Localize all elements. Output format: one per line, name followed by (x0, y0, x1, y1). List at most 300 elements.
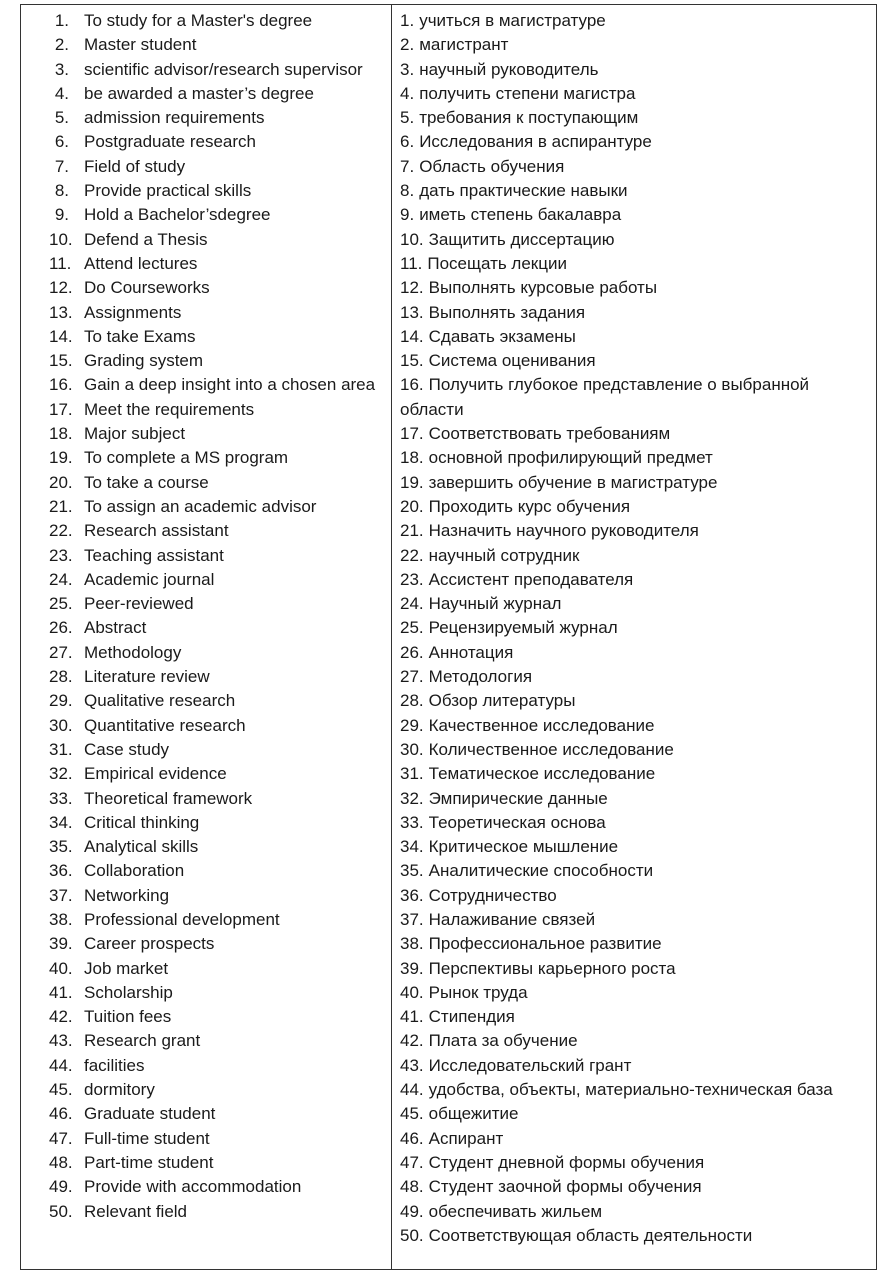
russian-term-row (400, 325, 876, 349)
item-number: 17. (49, 399, 73, 419)
item-number: 1. (54, 11, 69, 30)
item-number: 24. (400, 594, 424, 614)
item-text: требования к поступающим (419, 108, 639, 128)
item-number: 13. (400, 302, 424, 322)
english-term-row (49, 325, 379, 349)
item-text: Case study (84, 739, 170, 759)
item-number: 8. (400, 181, 415, 201)
item-number: 7. (54, 156, 69, 176)
russian-term-row (400, 738, 876, 762)
item-text: Hold a Bachelor’sdegree (84, 205, 271, 225)
russian-term-row (400, 276, 876, 300)
english-term-row (49, 884, 379, 908)
russian-term-row (400, 1078, 876, 1102)
item-text: Выполнять курсовые работы (428, 278, 658, 298)
russian-term-row (400, 301, 876, 325)
item-text: научный сотрудник (428, 545, 580, 565)
item-number: 43. (49, 1031, 73, 1051)
russian-term-row (400, 1151, 876, 1175)
item-number: 26. (49, 618, 73, 638)
item-number: 18. (400, 448, 424, 468)
item-number: 33. (400, 812, 424, 832)
russian-term-row (400, 471, 876, 495)
item-text: Tuition fees (84, 1007, 172, 1027)
item-number: 43. (400, 1055, 424, 1075)
english-term-row (49, 665, 379, 689)
russian-term-row (400, 1200, 876, 1224)
item-text: Do Courseworks (84, 278, 210, 298)
english-term-row (49, 422, 379, 446)
item-text: Qualitative research (84, 691, 236, 711)
english-term-row (49, 1200, 379, 1224)
item-number: 27. (400, 667, 424, 687)
item-text: Исследования в аспирантуре (419, 132, 652, 152)
item-number: 10. (49, 229, 73, 249)
item-text: магистрант (419, 35, 509, 55)
russian-term-row (400, 884, 876, 908)
item-number: 16. (400, 375, 424, 395)
russian-term-row (400, 179, 876, 203)
item-text: Ассистент преподавателя (428, 569, 634, 589)
english-term-row (49, 568, 379, 592)
item-text: Научный журнал (428, 594, 562, 614)
english-term-row (49, 155, 379, 179)
item-text: Methodology (84, 642, 182, 662)
item-text: Provide with accommodation (84, 1177, 302, 1197)
item-number: 34. (400, 837, 424, 857)
item-text: Field of study (84, 156, 186, 176)
item-text: Методология (428, 667, 533, 687)
item-text: Academic journal (84, 569, 215, 589)
russian-term-row (400, 714, 876, 738)
item-number: 41. (49, 982, 73, 1002)
item-number: 1. (400, 11, 415, 30)
item-text: Аспирант (428, 1128, 504, 1148)
item-text: Full-time student (84, 1128, 210, 1148)
russian-term-row (400, 908, 876, 932)
english-term-row (49, 859, 379, 883)
item-text: Major subject (84, 424, 186, 444)
russian-term-row (400, 835, 876, 859)
item-number: 29. (49, 691, 73, 711)
item-text: Система оценивания (428, 351, 596, 371)
item-text: Networking (84, 885, 170, 905)
item-text: To study for a Master's degree (84, 11, 313, 30)
english-term-row (49, 981, 379, 1005)
russian-term-row (400, 811, 876, 835)
item-text: dormitory (84, 1080, 155, 1100)
item-text: Collaboration (84, 861, 185, 881)
item-text: получить степени магистра (419, 83, 636, 103)
item-number: 46. (49, 1104, 73, 1124)
item-text: Master student (84, 35, 197, 55)
item-number: 45. (400, 1104, 424, 1124)
item-number: 20. (49, 472, 73, 492)
english-term-row (49, 544, 379, 568)
english-term-row (49, 179, 379, 203)
item-text: Teaching assistant (84, 545, 224, 565)
item-number: 2. (54, 35, 69, 55)
english-term-row (49, 616, 379, 640)
item-number: 30. (49, 715, 73, 735)
english-term-row (49, 787, 379, 811)
russian-term-row (400, 689, 876, 713)
russian-term-row (400, 1102, 876, 1126)
item-number: 14. (400, 326, 424, 346)
russian-term-row (400, 155, 876, 179)
english-term-row (49, 82, 379, 106)
item-text: Плата за обучение (428, 1031, 578, 1051)
item-number: 7. (400, 156, 415, 176)
english-term-row (49, 203, 379, 227)
item-number: 19. (400, 472, 424, 492)
item-number: 17. (400, 424, 424, 444)
item-number: 49. (49, 1177, 73, 1197)
item-number: 36. (49, 861, 73, 881)
item-text: Research assistant (84, 521, 229, 541)
item-number: 47. (49, 1128, 73, 1148)
english-term-row (49, 1029, 379, 1053)
russian-term-row (400, 446, 876, 470)
russian-term-row (400, 932, 876, 956)
item-number: 48. (49, 1152, 73, 1172)
russian-term-row (400, 9, 876, 33)
item-text: Посещать лекции (427, 253, 567, 273)
item-number: 38. (49, 909, 73, 929)
item-text: завершить обучение в магистратуре (428, 472, 718, 492)
item-number: 23. (400, 569, 424, 589)
item-number: 20. (400, 496, 424, 516)
item-text: Перспективы карьерного роста (428, 958, 676, 978)
item-number: 12. (49, 278, 73, 298)
english-term-row (49, 835, 379, 859)
item-text: Research grant (84, 1031, 201, 1051)
item-number: 13. (49, 302, 73, 322)
item-number: 40. (49, 958, 73, 978)
item-text: Рынок труда (428, 982, 528, 1002)
item-number: 40. (400, 982, 424, 1002)
item-text: Quantitative research (84, 715, 246, 735)
item-number: 31. (49, 739, 73, 759)
english-term-row (49, 689, 379, 713)
english-term-row (49, 33, 379, 57)
item-number: 44. (49, 1055, 73, 1075)
russian-term-row (400, 641, 876, 665)
item-number: 42. (49, 1007, 73, 1027)
item-text: Graduate student (84, 1104, 216, 1124)
item-text: Scholarship (84, 982, 173, 1002)
russian-term-row (400, 859, 876, 883)
item-text: Обзор литературы (428, 691, 576, 711)
item-text: Attend lectures (84, 253, 198, 273)
english-term-row (49, 908, 379, 932)
english-term-row (49, 9, 379, 33)
russian-term-row (400, 592, 876, 616)
russian-term-row (400, 228, 876, 252)
item-number: 47. (400, 1152, 424, 1172)
item-text: Provide practical skills (84, 181, 252, 201)
english-term-row (49, 957, 379, 981)
item-text: дать практические навыки (419, 181, 628, 201)
item-text: Студент дневной формы обучения (428, 1152, 705, 1172)
english-term-row (49, 1005, 379, 1029)
english-term-row (49, 349, 379, 373)
item-number: 26. (400, 642, 424, 662)
item-text: обеспечивать жильем (428, 1201, 603, 1221)
item-number: 32. (49, 764, 73, 784)
russian-term-row (400, 616, 876, 640)
english-term-row (49, 641, 379, 665)
item-number: 6. (400, 132, 415, 152)
item-number: 27. (49, 642, 73, 662)
item-text: Критическое мышление (428, 837, 619, 857)
russian-term-row (400, 665, 876, 689)
english-term-row (49, 446, 379, 470)
russian-term-row (400, 981, 876, 1005)
item-number: 48. (400, 1177, 424, 1197)
russian-translations-column (400, 9, 876, 1248)
item-number: 9. (400, 205, 415, 225)
russian-term-row (400, 568, 876, 592)
item-number: 37. (400, 909, 424, 929)
item-text: Соответствовать требованиям (428, 424, 671, 444)
russian-term-row (400, 957, 876, 981)
item-number: 49. (400, 1201, 424, 1221)
russian-term-row (400, 1005, 876, 1029)
item-number: 5. (54, 108, 69, 128)
item-number: 8. (54, 181, 69, 201)
item-number: 37. (49, 885, 73, 905)
russian-term-row (400, 82, 876, 106)
item-number: 42. (400, 1031, 424, 1051)
english-term-row (49, 762, 379, 786)
russian-term-row (400, 1127, 876, 1151)
item-text: To take a course (84, 472, 209, 492)
english-term-row (49, 373, 379, 397)
item-number: 19. (49, 448, 73, 468)
item-number: 30. (400, 739, 424, 759)
item-number: 28. (49, 667, 73, 687)
item-number: 39. (400, 958, 424, 978)
item-text: Gain a deep insight into a chosen area (84, 375, 376, 395)
english-term-row (49, 738, 379, 762)
item-number: 9. (54, 205, 69, 225)
item-text: Critical thinking (84, 812, 200, 832)
english-term-row (49, 471, 379, 495)
item-text: удобства, объекты, материально-техническая база (428, 1080, 833, 1100)
item-text: Количественное исследование (428, 739, 674, 759)
item-number: 15. (400, 351, 424, 371)
item-number: 5. (400, 108, 415, 128)
item-text: Эмпирические данные (428, 788, 608, 808)
item-text: Professional development (84, 909, 280, 929)
item-number: 6. (54, 132, 69, 152)
english-term-row (49, 714, 379, 738)
item-text: Область обучения (419, 156, 565, 176)
english-term-row (49, 1102, 379, 1126)
item-number: 50. (49, 1201, 73, 1221)
english-term-row (49, 1054, 379, 1078)
russian-term-row (400, 422, 876, 446)
russian-term-row (400, 1175, 876, 1199)
item-text: Empirical evidence (84, 764, 227, 784)
item-text: Сотрудничество (428, 885, 557, 905)
item-text: Проходить курс обучения (428, 496, 631, 516)
english-term-row (49, 252, 379, 276)
item-number: 18. (49, 424, 73, 444)
item-text: Тематическое исследование (428, 764, 656, 784)
item-text: Выполнять задания (428, 302, 586, 322)
item-number: 28. (400, 691, 424, 711)
item-number: 41. (400, 1007, 424, 1027)
item-text: Peer-reviewed (84, 594, 194, 614)
russian-term-row (400, 252, 876, 276)
item-number: 11. (400, 253, 423, 273)
item-number: 22. (400, 545, 424, 565)
item-text: Исследовательский грант (428, 1055, 632, 1075)
item-text: иметь степень бакалавра (419, 205, 622, 225)
item-number: 50. (400, 1225, 424, 1245)
english-term-row (49, 1078, 379, 1102)
item-text: Защитить диссертацию (428, 229, 615, 249)
item-text: Рецензируемый журнал (428, 618, 618, 638)
item-number: 33. (49, 788, 73, 808)
item-text: Налаживание связей (428, 909, 596, 929)
item-text: основной профилирующий предмет (428, 448, 713, 468)
russian-term-row (400, 203, 876, 227)
item-number: 12. (400, 278, 424, 298)
item-number: 3. (400, 59, 415, 79)
english-terms-column (49, 9, 379, 1224)
russian-term-row (400, 544, 876, 568)
item-text: facilities (84, 1055, 145, 1075)
item-number: 35. (49, 837, 73, 857)
english-term-row (49, 592, 379, 616)
item-text: Relevant field (84, 1201, 188, 1221)
item-text: общежитие (428, 1104, 519, 1124)
russian-term-row (400, 33, 876, 57)
item-number: 44. (400, 1080, 424, 1100)
item-text: be awarded a master’s degree (84, 83, 314, 103)
item-text: Назначить научного руководителя (428, 521, 699, 541)
english-term-row (49, 811, 379, 835)
item-text: Postgraduate research (84, 132, 256, 152)
english-term-row (49, 398, 379, 422)
item-number: 3. (54, 59, 69, 79)
english-term-row (49, 1127, 379, 1151)
item-text: Студент заочной формы обучения (428, 1177, 702, 1197)
item-number: 36. (400, 885, 424, 905)
item-number: 21. (49, 496, 73, 516)
item-number: 22. (49, 521, 73, 541)
item-text: Job market (84, 958, 169, 978)
item-number: 35. (400, 861, 424, 881)
item-text: Сдавать экзамены (428, 326, 576, 346)
item-text: To take Exams (84, 326, 196, 346)
english-term-row (49, 1175, 379, 1199)
english-term-row (49, 228, 379, 252)
english-term-row (49, 1151, 379, 1175)
item-number: 34. (49, 812, 73, 832)
russian-term-row (400, 106, 876, 130)
english-term-row (49, 106, 379, 130)
vocabulary-table (20, 4, 877, 1270)
item-number: 10. (400, 229, 424, 249)
russian-term-row (400, 373, 876, 422)
column-divider (391, 5, 392, 1269)
item-number: 24. (49, 569, 73, 589)
item-number: 25. (49, 594, 73, 614)
item-number: 31. (400, 764, 424, 784)
russian-term-row (400, 519, 876, 543)
item-number: 15. (49, 351, 73, 371)
english-term-row (49, 932, 379, 956)
item-number: 29. (400, 715, 424, 735)
item-number: 11. (49, 253, 72, 273)
item-text: Defend a Thesis (84, 229, 208, 249)
item-number: 21. (400, 521, 424, 541)
item-text: Meet the requirements (84, 399, 255, 419)
item-text: Career prospects (84, 934, 215, 954)
english-term-row (49, 130, 379, 154)
item-number: 4. (54, 83, 69, 103)
item-number: 14. (49, 326, 73, 346)
item-text: To assign an academic advisor (84, 496, 317, 516)
item-number: 46. (400, 1128, 424, 1148)
item-text: Качественное исследование (428, 715, 655, 735)
item-text: Abstract (84, 618, 147, 638)
item-text: Grading system (84, 351, 204, 371)
item-number: 45. (49, 1080, 73, 1100)
item-text: Соответствующая область деятельности (428, 1225, 753, 1245)
item-text: Literature review (84, 667, 210, 687)
item-text: Аннотация (428, 642, 514, 662)
russian-term-row (400, 1054, 876, 1078)
english-term-row (49, 301, 379, 325)
russian-term-row (400, 787, 876, 811)
english-term-row (49, 495, 379, 519)
item-text: научный руководитель (419, 59, 599, 79)
item-text: Теоретическая основа (428, 812, 606, 832)
item-number: 2. (400, 35, 415, 55)
english-term-row (49, 276, 379, 300)
russian-term-row (400, 495, 876, 519)
item-text: Получить глубокое представление о выбранной области (400, 375, 810, 419)
russian-term-row (400, 762, 876, 786)
item-text: scientific advisor/research supervisor (84, 59, 363, 79)
item-text: Analytical skills (84, 837, 199, 857)
item-text: Аналитические способности (428, 861, 654, 881)
item-number: 39. (49, 934, 73, 954)
russian-term-row (400, 1029, 876, 1053)
item-number: 4. (400, 83, 415, 103)
item-number: 16. (49, 375, 73, 395)
item-text: Профессиональное развитие (428, 934, 662, 954)
item-text: Theoretical framework (84, 788, 253, 808)
russian-term-row (400, 1224, 876, 1248)
russian-term-row (400, 349, 876, 373)
item-number: 23. (49, 545, 73, 565)
item-text: admission requirements (84, 108, 265, 128)
item-text: учиться в магистратуре (419, 11, 606, 30)
english-term-row (49, 58, 379, 82)
item-text: Part-time student (84, 1152, 214, 1172)
item-number: 25. (400, 618, 424, 638)
item-text: To complete a MS program (84, 448, 289, 468)
russian-term-row (400, 58, 876, 82)
item-text: Стипендия (428, 1007, 515, 1027)
item-number: 32. (400, 788, 424, 808)
